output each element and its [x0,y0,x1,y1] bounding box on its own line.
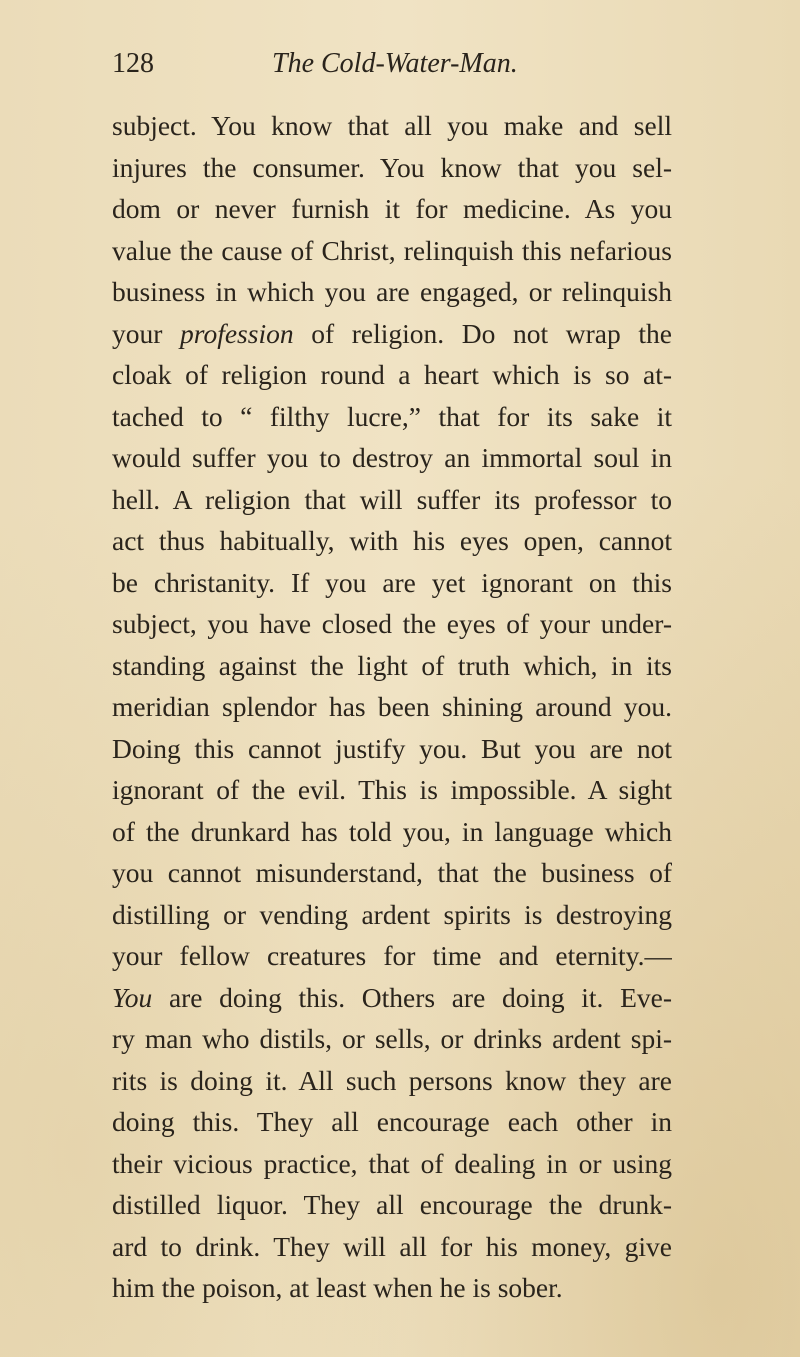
running-head [112,48,672,88]
body-text [112,105,672,1309]
text-line: your fellow creatures for time and eternity.— [112,940,672,971]
text-line: ignorant of the evil. This is impossible. A sight [112,774,672,805]
text-line: doing this. They all encourage each other in [112,1106,672,1137]
text-line: Doing this cannot justify you. But you are not [112,732,672,764]
text-line: of the drunkard has told you, in language which [112,815,672,847]
text-line: distilling or vending ardent spirits is destroying [112,898,672,930]
text-line: meridian splendor has been shining around you. [112,691,672,722]
text-line: distilled liquor. They all encourage the drunk- [112,1189,672,1220]
text-line: would suffer you to destroy an immortal soul in [112,442,672,473]
text-line: ard to drink. They will all for his money, give [112,1230,672,1262]
text-line: You are doing this. Others are doing it. Eve- [112,981,672,1013]
running-title: The Cold-Water-Man. [272,48,518,79]
text-line: hell. A religion that will suffer its professor to [112,483,672,515]
text-line: dom or never furnish it for medicine. As you [112,193,672,224]
text-line: ry man who distils, or sells, or drinks ardent spi- [112,1023,672,1054]
text-line: act thus habitually, with his eyes open, cannot [112,525,672,556]
text-line: injures the consumer. You know that you sel- [112,151,672,183]
text-line: subject. You know that all you make and sell [112,110,672,141]
text-line: their vicious practice, that of dealing in or using [112,1147,672,1179]
text-line: be christanity. If you are yet ignorant on this [112,566,672,598]
text-line: rits is doing it. All such persons know they are [112,1064,672,1096]
text-line: standing against the light of truth which, in its [112,649,672,681]
text-line: your profession of religion. Do not wrap the [112,317,672,349]
text-line: tached to “ filthy lucre,” that for its sake it [112,400,672,432]
text-line: value the cause of Christ, relinquish this nefarious [112,234,672,266]
page-number: 128 [112,48,154,79]
text-line: business in which you are engaged, or relinquish [112,276,672,307]
text-line: him the poison, at least when he is sober. [112,1272,563,1303]
text-line: cloak of religion round a heart which is so at- [112,359,672,390]
text-line: you cannot misunderstand, that the business of [112,857,672,888]
text-line: subject, you have closed the eyes of your under- [112,608,672,639]
